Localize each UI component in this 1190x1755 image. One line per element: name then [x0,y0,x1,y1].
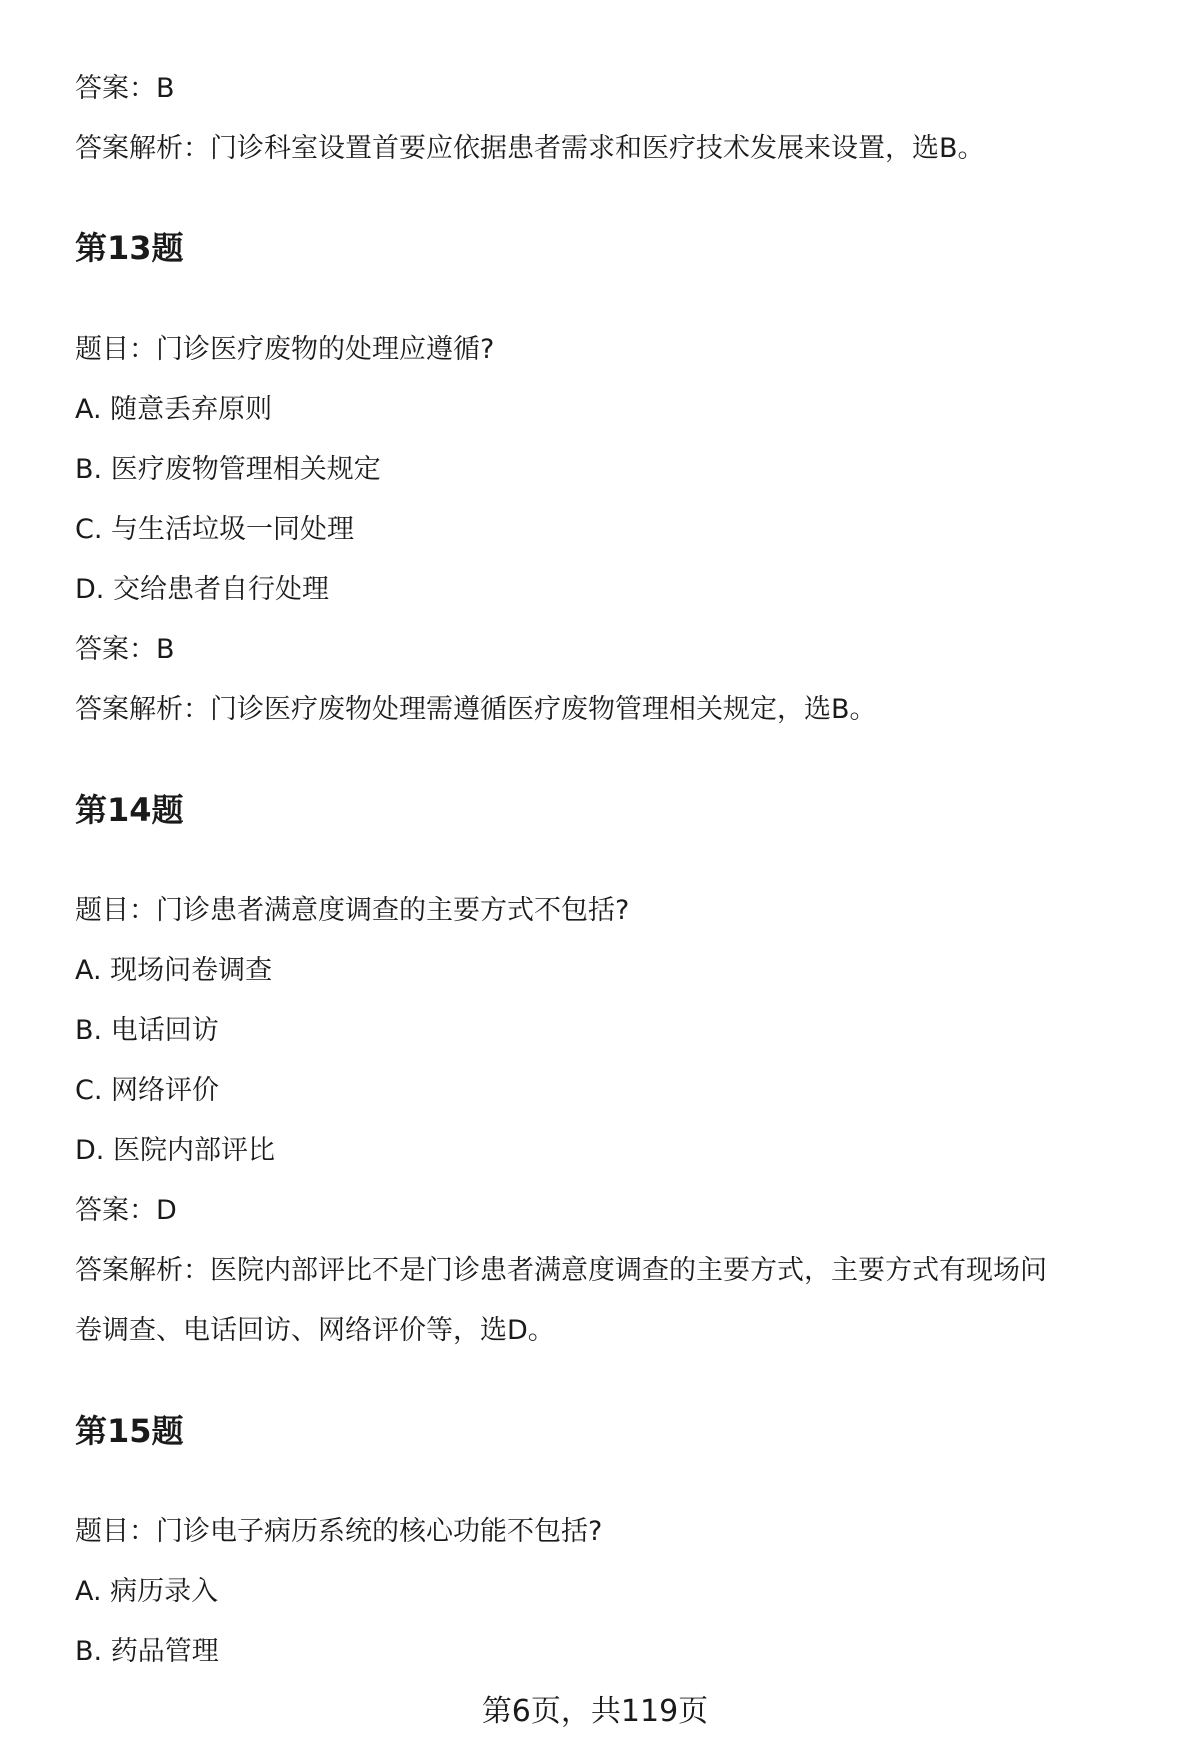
q14-option-b: B. 电话回访 [75,1015,219,1046]
page-number-footer: 第6页，共119页 [481,1694,709,1729]
q15-question: 题目：门诊电子病历系统的核心功能不包括? [75,1516,603,1547]
q13-heading: 第13题 [75,229,184,267]
q14-question: 题目：门诊患者满意度调查的主要方式不包括? [75,895,630,926]
q14-option-d: D. 医院内部评比 [75,1135,275,1166]
q13-option-c: C. 与生活垃圾一同处理 [75,514,355,545]
q12-answer: 答案：B [75,73,175,104]
q15-option-b: B. 药品管理 [75,1636,219,1667]
q13-explanation: 答案解析：门诊医疗废物处理需遵循医疗废物管理相关规定，选B。 [75,694,877,725]
q12-explanation: 答案解析：门诊科室设置首要应依据患者需求和医疗技术发展来设置，选B。 [75,133,985,164]
q14-explanation-line2: 卷调查、电话回访、网络评价等，选D。 [75,1315,555,1346]
q13-question: 题目：门诊医疗废物的处理应遵循? [75,334,495,365]
q13-option-d: D. 交给患者自行处理 [75,574,329,605]
q13-option-a: A. 随意丢弃原则 [75,394,273,425]
q14-explanation-line1: 答案解析：医院内部评比不是门诊患者满意度调查的主要方式，主要方式有现场问 [75,1255,1047,1286]
q13-option-b: B. 医疗废物管理相关规定 [75,454,381,485]
q14-answer: 答案：D [75,1195,177,1226]
q14-option-a: A. 现场问卷调查 [75,955,273,986]
q14-heading: 第14题 [75,791,184,829]
q15-heading: 第15题 [75,1412,184,1450]
q13-answer: 答案：B [75,634,175,665]
q15-option-a: A. 病历录入 [75,1576,219,1607]
q14-option-c: C. 网络评价 [75,1075,220,1106]
